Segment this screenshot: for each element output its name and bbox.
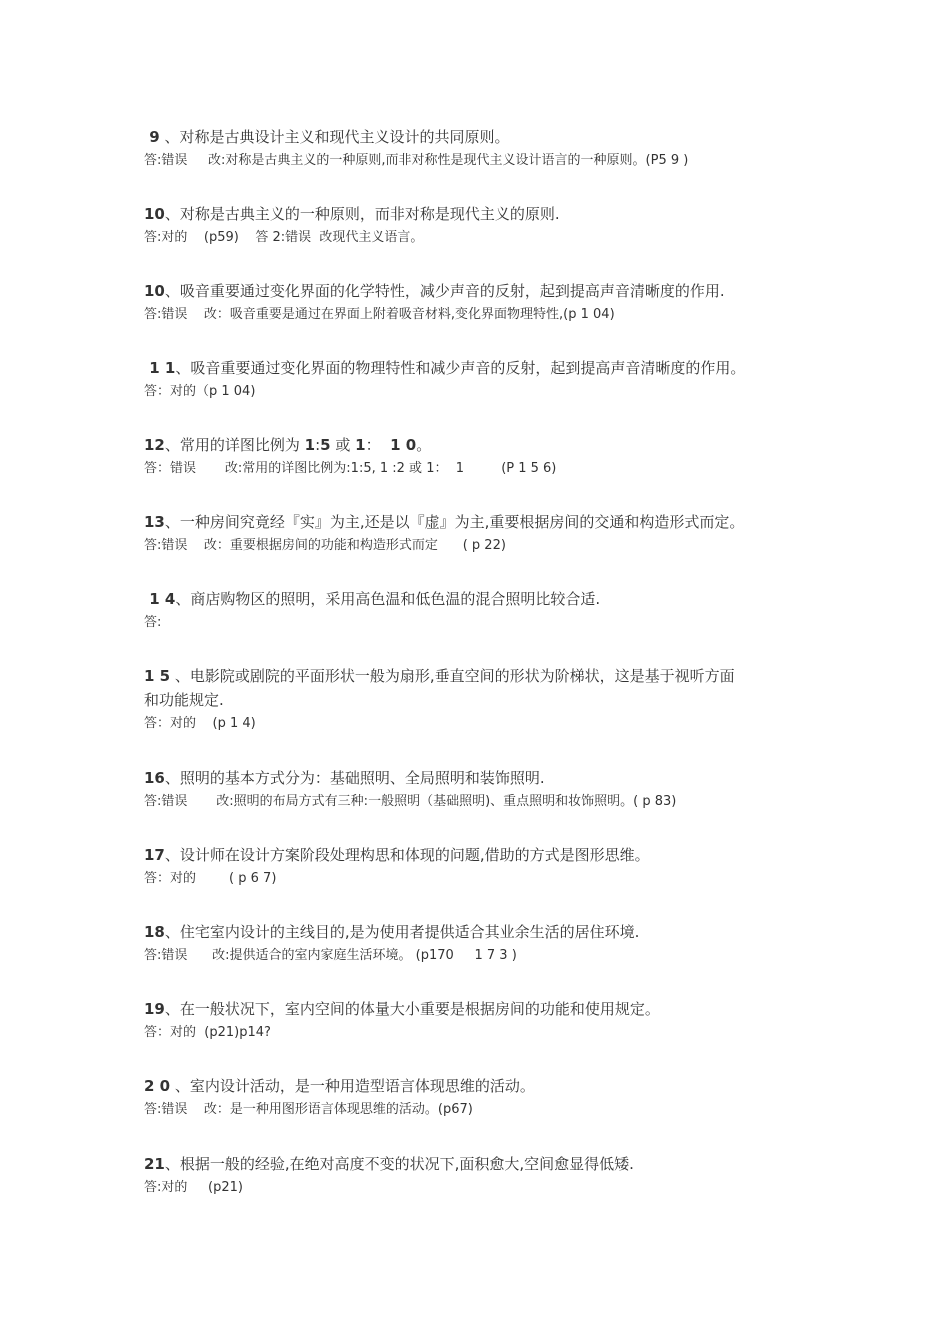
- answer-text: 答:错误 改：重要根据房间的功能和构造形式而定 ( p 22): [144, 538, 506, 553]
- ratio-sep: 。: [416, 436, 432, 454]
- question-body: 、对称是古典设计主义和现代主义设计的共同原则。: [159, 128, 510, 146]
- answer-text: 答:错误 改:提供适合的室内家庭生活环境。 (p170 1 7 3 ): [144, 948, 517, 963]
- question-text: [144, 433, 824, 457]
- question-12: [144, 433, 824, 479]
- question-number: 1 1: [144, 359, 176, 377]
- question-number: 21: [144, 1155, 165, 1173]
- question-body: 、电影院或剧院的平面形状一般为扇形,垂直空间的形状为阶梯状，这是基于视听方面 和功能规定.: [144, 667, 735, 709]
- question-body: 、在一般状况下，室内空间的体量大小重要是根据房间的功能和使用规定。: [164, 1000, 660, 1018]
- answer-text: 答：对的 (p21)p14?: [144, 1025, 271, 1040]
- question-number: 1 5: [144, 667, 171, 685]
- question-text: [144, 202, 824, 226]
- question-number: 10: [144, 282, 165, 300]
- question-number: 16: [144, 769, 165, 787]
- question-number: 2 0: [144, 1077, 171, 1095]
- question-number: 18: [144, 923, 165, 941]
- answer-text: 答：错误 改:常用的详图比例为:1:5, 1 :2 或 1： 1 (P 1 5 6): [144, 461, 557, 476]
- question-18: [144, 920, 824, 966]
- question-text: [144, 356, 824, 380]
- ratio-part: 1: [355, 436, 366, 454]
- answer-text: 答：对的 (p 1 4): [144, 716, 256, 731]
- answer-text: 答:: [144, 615, 162, 630]
- question-20: [144, 1074, 824, 1120]
- question-text: [144, 1152, 824, 1176]
- question-body: 、室内设计活动，是一种用造型语言体现思维的活动。: [170, 1077, 535, 1095]
- question-text: [144, 510, 824, 534]
- answer-text: 答：对的（p 1 04): [144, 384, 256, 399]
- question-number: 19: [144, 1000, 165, 1018]
- answer-text: 答:错误 改：是一种用图形语言体现思维的活动。(p67): [144, 1102, 473, 1117]
- question-text: [144, 997, 824, 1021]
- question-body: 、设计师在设计方案阶段处理构思和体现的问题,借助的方式是图形思维。: [164, 846, 650, 864]
- question-number: 12: [144, 436, 165, 454]
- ratio-sep: 或: [330, 436, 356, 454]
- question-body: 、吸音重要通过变化界面的物理特性和减少声音的反射，起到提高声音清晰度的作用。: [175, 359, 746, 377]
- question-number: 1 4: [144, 590, 176, 608]
- question-16: [144, 766, 824, 812]
- ratio-part: 1 0: [390, 436, 417, 454]
- ratio-sep: :: [315, 436, 321, 454]
- question-text: [144, 587, 824, 611]
- question-21: [144, 1152, 824, 1198]
- question-body: 、对称是古典主义的一种原则，而非对称是现代主义的原则.: [164, 205, 560, 223]
- answer-text: 答：对的 ( p 6 7): [144, 871, 277, 886]
- question-number: 9: [144, 128, 160, 146]
- question-number: 17: [144, 846, 165, 864]
- answer-text: 答:错误 改:照明的布局方式有三种:一般照明（基础照明)、重点照明和妆饰照明。( p 83): [144, 794, 677, 809]
- ratio-part: 5: [320, 436, 331, 454]
- ratio-sep: ：: [365, 436, 391, 454]
- question-11: [144, 356, 824, 402]
- question-14: [144, 587, 824, 633]
- question-body: 、一种房间究竟经『实』为主,还是以『虚』为主,重要根据房间的交通和构造形式而定。: [164, 513, 745, 531]
- question-text: [144, 843, 824, 867]
- question-17: [144, 843, 824, 889]
- answer-text: 答:错误 改:对称是古典主义的一种原则,而非对称性是现代主义设计语言的一种原则。(P5 9 ): [144, 153, 689, 168]
- question-10a: [144, 202, 824, 248]
- question-10b: [144, 279, 824, 325]
- answer-text: 答:对的 (p59) 答 2:错误 改现代主义语言。: [144, 230, 424, 245]
- question-text: [144, 664, 824, 712]
- question-13: [144, 510, 824, 556]
- answer-text: 答:对的 (p21): [144, 1180, 243, 1195]
- ratio-part: 1: [304, 436, 316, 454]
- question-19: [144, 997, 824, 1043]
- question-number: 13: [144, 513, 165, 531]
- question-text: [144, 920, 824, 944]
- question-text: [144, 766, 824, 790]
- answer-text: 答:错误 改：吸音重要是通过在界面上附着吸音材料,变化界面物理特性,(p 1 04): [144, 307, 615, 322]
- question-text: [144, 1074, 824, 1098]
- question-15: [144, 664, 824, 734]
- question-body: 、常用的详图比例为: [164, 436, 305, 454]
- question-body: 、根据一般的经验,在绝对高度不变的状况下,面积愈大,空间愈显得低矮.: [164, 1155, 634, 1173]
- question-9: [144, 125, 824, 171]
- question-body: 、吸音重要通过变化界面的化学特性，减少声音的反射，起到提高声音清晰度的作用.: [164, 282, 725, 300]
- question-body: 、商店购物区的照明，采用高色温和低色温的混合照明比较合适.: [175, 590, 601, 608]
- question-body: 、照明的基本方式分为：基础照明、全局照明和装饰照明.: [164, 769, 545, 787]
- question-number: 10: [144, 205, 165, 223]
- question-text: [144, 125, 824, 149]
- question-body: 、住宅室内设计的主线目的,是为使用者提供适合其业余生活的居住环境.: [164, 923, 640, 941]
- question-text: [144, 279, 824, 303]
